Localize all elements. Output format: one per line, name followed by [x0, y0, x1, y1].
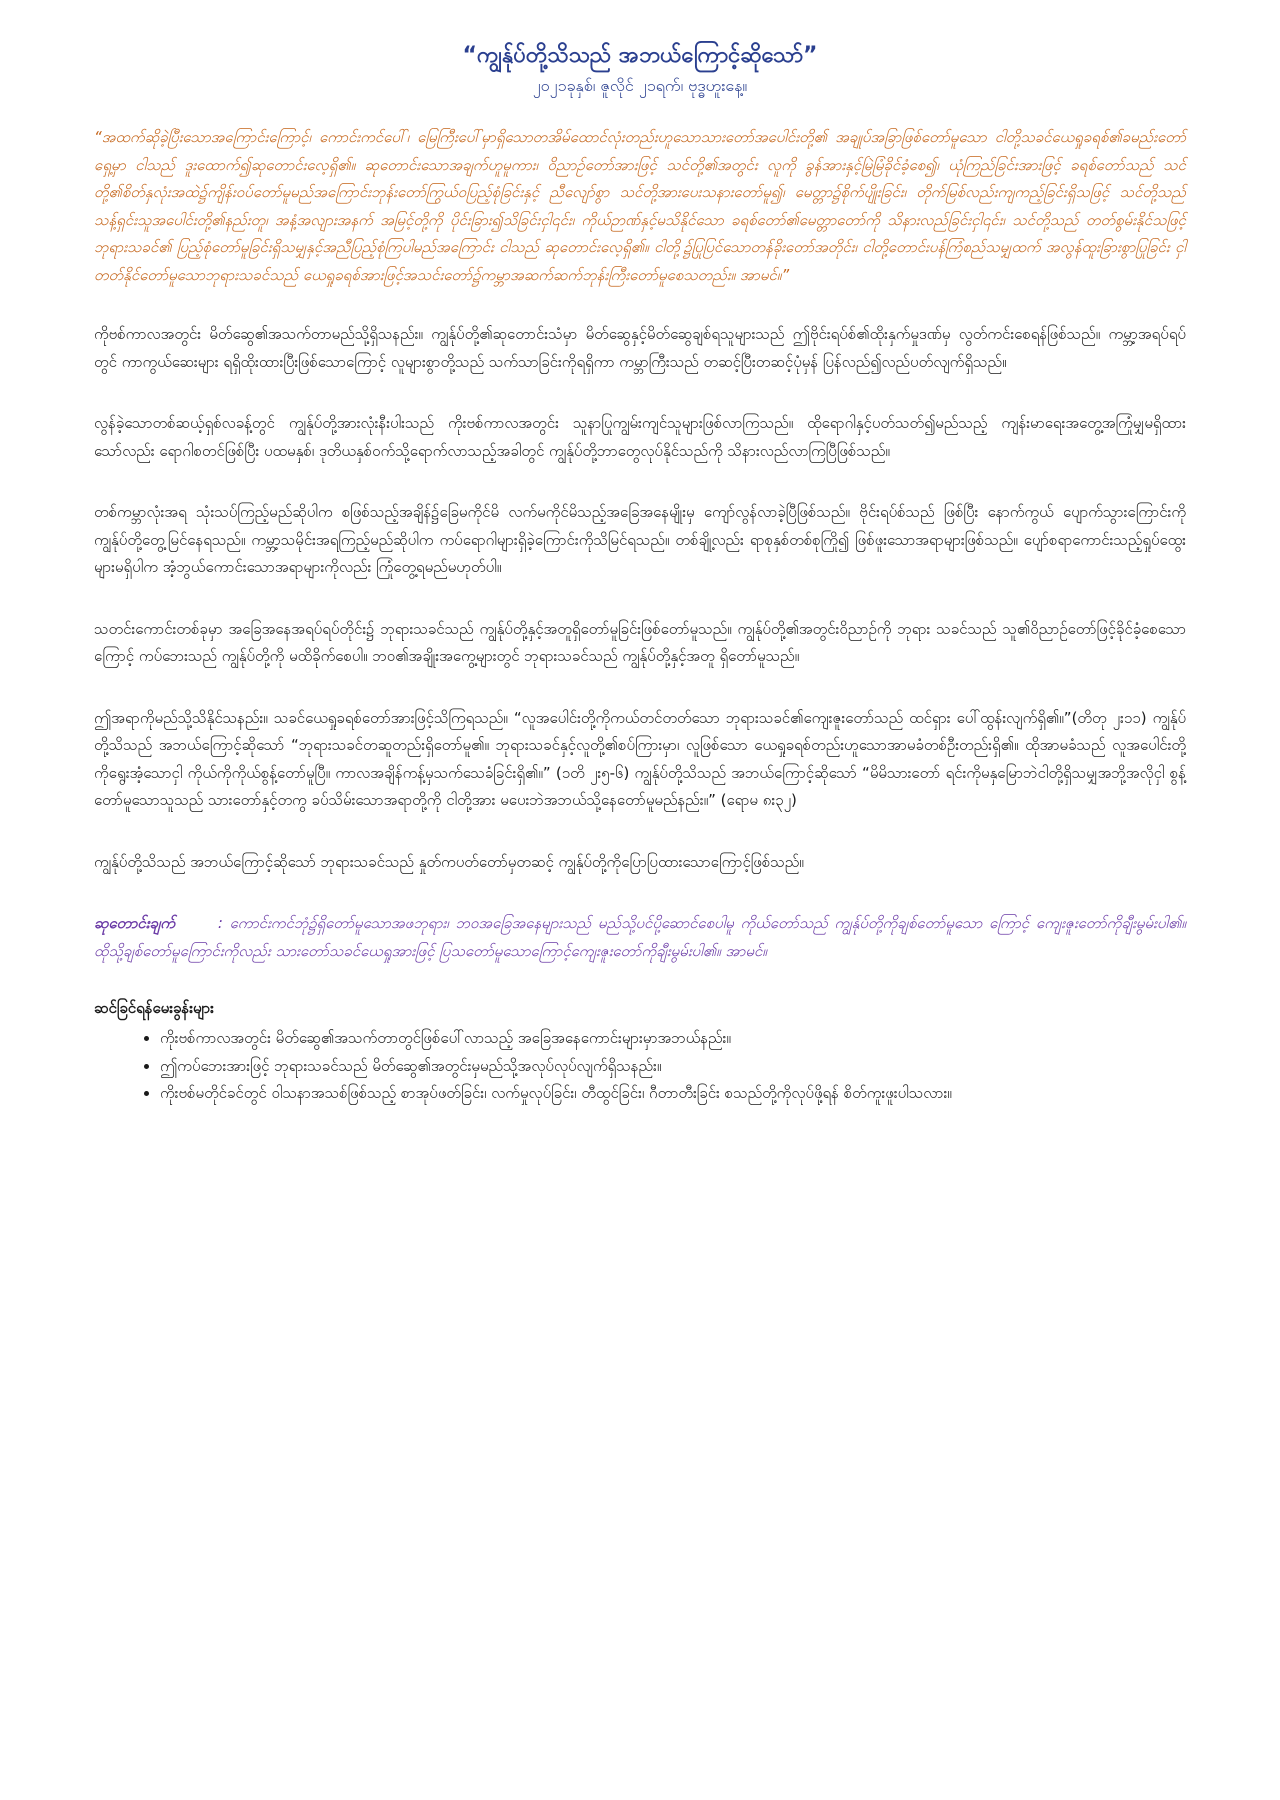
page-date: ၂၀၂၁ခုနှစ်၊ ဇူလိုင် ၂၁ရက်၊ ဗုဒ္ဓဟူးနေ့။ — [532, 76, 748, 95]
questions-list — [94, 1025, 1186, 1108]
page-title: “ကျွန်ုပ်တို့သိသည် အဘယ်ကြောင့်ဆိုသော်” — [462, 43, 818, 68]
reflection-questions — [94, 995, 1186, 1108]
questions-heading: ဆင်ခြင်ရန်မေးခွန်းများ — [94, 999, 214, 1017]
prayer-label: ဆုတောင်းချက် — [94, 914, 176, 932]
question-item: • ကိုးဗစ်မတိုင်ခင်တွင် ဝါသနာအသစ်ဖြစ်သည့် စာအုပ်ဖတ်ခြင်း၊ လက်မှုလုပ်ခြင်း၊ တီထွင်ခြင်း၊ ဂီတာတီးခြင်း စသည်တို့ကိုလုပ်ဖို့ရန် စိတ်ကူးဖူးပါသလား။ — [160, 1080, 1186, 1108]
scripture-passage: “အထက်ဆိုခဲ့ပြီးသောအကြောင်းကြောင့်၊ ကောင်းကင်ပေါ်၊ မြေကြီးပေါ်မှာရှိသောတအိမ်ထောင်လုံးတည်းဟူသောသားတော်အပေါင်းတို့၏ အချုပ်အခြာဖြစ်တော်မူသော ငါတို့သခင်ယေရှုခရစ်၏ခမည်းတော်ရှေ့မှာ ငါသည် ဒူးထောက်၍ဆုတောင်းလေ့ရှိ၏။ ဆုတောင်းသောအချက်ဟူမူကား၊ ဝိညာဉ်တော်အားဖြင့် သင်တို့၏အတွင်း လူကို ခွန်အားနှင့်မြဲမြံခိုင်ခံ့စေ၍၊ ယုံကြည်ခြင်းအားဖြင့် ခရစ်တော်သည် သင်တို့၏စိတ်နှလုံးအထဲ၌ကျိန်းဝပ်တော်မူမည်အကြောင်းဘုန်းတော်ကြွယ်ဝပြည့်စုံခြင်းနှင့် ညီလျော်စွာ သင်တို့အားပေးသနားတော်မူ၍၊ မေတ္တာ၌စိုက်ပျိုးခြင်း၊ တိုက်မြစ်လည်းကျကည့်ခြင်းရှိသဖြင့် သင်တို့သည် သန့်ရှင်းသူအပေါင်းတို့၏နည်းတူ၊ အနံ့အလျားအနက် အမြင့်တို့ကို ပိုင်းခြား၍သိခြင်းငှါ၎င်း၊ ကိုယ်ဉာဏ်နှင့်မသိနိုင်သော ခရစ်တော်၏မေတ္တာတော်ကို သိနားလည်ခြင်းငှါ၎င်း၊ သင်တို့သည် တတ်စွမ်းနိုင်သဖြင့် ဘုရားသခင်၏ ပြည့်စုံတော်မူခြင်းရှိသမျှနှင့်အညီပြည့်စုံကြပါမည်အကြောင်း ငါသည် ဆုတောင်းလေ့ရှိ၏။ ငါတို့၌ပြုပြင်သောတန်ခိုးတော်အတိုင်း၊ ငါတို့တောင်းပန်ကြံစည်သမျှထက် အလွန်ထူးခြားစွာပြုခြင်း ငှါတတ်နိုင်တော်မူသောဘုရားသခင်သည် ယေရှုခရစ်အားဖြင့်အသင်းတော်၌ကမ္ဘာအဆက်ဆက်ဘုန်းကြီးတော်မူစေသတည်း။ အာမင်။” — [94, 128, 1186, 284]
question-item: • ကိုးဗစ်ကာလအတွင်း မိတ်ဆွေ၏အသက်တာတွင်ဖြစ်ပေါ်လာသည့် အခြေအနေကောင်းများမှာအဘယ်နည်း။ — [160, 1025, 1186, 1053]
paragraph-4: သတင်းကောင်းတစ်ခုမှာ အခြေအနေအရပ်ရပ်တိုင်း၌ ဘုရားသခင်သည် ကျွန်ုပ်တို့နှင့်အတူရှိတော်မူခြင်းဖြစ်တော်မူသည်။ ကျွန်ုပ်တို့၏အတွင်းဝိညာဉ်ကို ဘုရား သခင်သည် သူ၏ဝိညာဉ်တော်ဖြင့်ခိုင်ခံ့စေသောကြောင့် ကပ်ဘေးသည် ကျွန်ုပ်တို့ကို မထိခိုက်စေပါ။ ဘဝ၏အချိုးအကွေ့များတွင် ဘုရားသခင်သည် ကျွန်ုပ်တို့နှင့်အတူ ရှိတော်မူသည်။ — [94, 619, 1186, 665]
devotional-page — [94, 40, 1186, 1108]
paragraph-6: ကျွန်ုပ်တို့သိသည် အဘယ်ကြောင့်ဆိုသော် ဘုရားသခင်သည် နှုတ်ကပတ်တော်မှတဆင့် ကျွန်ုပ်တို့ကိုပြောပြထားသောကြောင့်ဖြစ်သည်။ — [94, 852, 804, 871]
paragraph-3: တစ်ကမ္ဘာလုံးအရ သုံးသပ်ကြည့်မည်ဆိုပါက စဖြစ်သည့်အချိန်၌ခြေမကိုင်မိ လက်မကိုင်မိသည့်အခြေအနေမျိုးမှ ကျော်လွန်လာခဲ့ပြီဖြစ်သည်။ ဗိုင်းရပ်စ်သည် ဖြစ်ပြီး နောက်ကွယ် ပျောက်သွားကြောင်းကို ကျွန်ုပ်တို့တွေ့မြင်နေရသည်။ ကမ္ဘာ့သမိုင်းအရကြည့်မည်ဆိုပါက ကပ်ရောဂါများရှိခဲ့ကြောင်းကိုသိမြင်ရသည်။ တစ်ချို့လည်း ရာစုနှစ်တစ်စုကြို၍ ဖြစ်ဖူးသောအရာများဖြစ်သည်။ ပျော်စရာကောင်းသည့်ရှုပ်ထွေးများမရှိပါက အံ့ဘွယ်ကောင်းသောအရာများကိုလည်း ကြုံတွေ့ရမည်မဟုတ်ပါ။ — [94, 503, 1186, 576]
paragraph-5: ဤအရာကိုမည်သို့သိနိုင်သနည်း။ သခင်ယေရှုခရစ်တော်အားဖြင့်သိကြရသည်။ “လူအပေါင်းတို့ကိုကယ်တင်တတ်သော ဘုရားသခင်၏ကျေးဇူးတော်သည် ထင်ရှား ပေါ်ထွန်းလျက်ရှိ၏။”(တိတု ၂း၁၁) ကျွန်ုပ်တို့သိသည် အဘယ်ကြောင့်ဆိုသော် “ဘုရားသခင်တဆူတည်းရှိတော်မူ၏။ ဘုရားသခင်နှင့်လူတို့၏စပ်ကြားမှာ၊ လူဖြစ်သော ယေရှုခရစ်တည်းဟူသောအာမခံတစ်ဦးတည်းရှိ၏။ ထိုအာမခံသည် လူအပေါင်းတို့ကိုရွေးအံ့သောငှါ ကိုယ်ကိုကိုယ်စွန့်တော်မူပြီ။ ကာလအချိန်ကန့်မှသက်သေခံခြင်းရှိ၏။” (၁တိ ၂း၅-၆) ကျွန်ုပ်တို့သိသည် အဘယ်ကြောင့်ဆိုသော် “မိမိသားတော် ရင်းကိုမနှမြောဘဲငါတို့ရှိသမျှအဘို့အလိုငှါ စွန့်တော်မူသောသူသည် သားတော်နှင့်တကွ ခပ်သိမ်းသောအရာတို့ကို ငါတို့အား မပေးဘဲအဘယ်သို့နေတော်မူမည်နည်း။” (ရောမ ၈း၃၂) — [94, 708, 1186, 809]
prayer-text: : ကောင်းကင်ဘုံ၌ရှိတော်မူသောအဖဘုရား၊ ဘဝအခြေအနေများသည် မည်သို့ပင်ပို့ဆောင်စေပါမူ ကိုယ်တော်သည် ကျွန်ုပ်တို့ကိုချစ်တော်မူသော ကြောင့် ကျေးဇူးတော်ကိုချီးမွမ်းပါ၏။ ထိုသို့ချစ်တော်မူကြောင်းကိုလည်း သားတော်သခင်ယေရှုအားဖြင့် ပြသတော်မူသောကြောင့်ကျေးဇူးတော်ကိုချီးမွမ်းပါ၏။ အာမင်။ — [94, 914, 1186, 960]
prayer-section — [94, 910, 1186, 965]
paragraph-1: ကိုဗစ်ကာလအတွင်း မိတ်ဆွေ၏အသက်တာမည်သို့ရှိသနည်း။ ကျွန်ုပ်တို့၏ဆုတောင်းသံမှာ မိတ်ဆွေနှင့်မိတ်ဆွေချစ်ရသူများသည် ဤဗိုင်းရပ်စ်၏ထိုးနှက်မှုဒဏ်မှ လွတ်ကင်းစေရန်ဖြစ်သည်။ ကမ္ဘာ့အရပ်ရပ်တွင် ကာကွယ်ဆေးများ ရရှိထိုးထားပြီးဖြစ်သောကြောင့် လူများစွာတို့သည် သက်သာခြင်းကိုရရှိကာ ကမ္ဘာကြီးသည် တဆင့်ပြီးတဆင့်ပုံမှန် ပြန်လည်၍လည်ပတ်လျက်ရှိသည်။ — [94, 325, 1186, 371]
question-item: • ဤကပ်ဘေးအားဖြင့် ဘုရားသခင်သည် မိတ်ဆွေ၏အတွင်းမှမည်သို့အလုပ်လုပ်လျက်ရှိသနည်း။ — [160, 1053, 1186, 1081]
paragraph-2: လွန်ခဲ့သောတစ်ဆယ့်ရှစ်လခန့်တွင် ကျွန်ုပ်တို့အားလုံးနီးပါးသည် ကိုးဗစ်ကာလအတွင်း သူနာပြုကျွမ်းကျင်သူများဖြစ်လာကြသည်။ ထိုရောဂါနှင့်ပတ်သတ်၍မည်သည့် ကျန်းမာရေးအတွေ့အကြုံမျှမရှိထားသော်လည်း ရောဂါစတင်ဖြစ်ပြီး ပထမနှစ်၊ ဒုတိယနှစ်ဝက်သို့ရောက်လာသည့်အခါတွင် ကျွန်ုပ်တို့ဘာတွေလုပ်နိုင်သည်ကို သိနားလည်လာကြပြီဖြစ်သည်။ — [94, 414, 1186, 460]
